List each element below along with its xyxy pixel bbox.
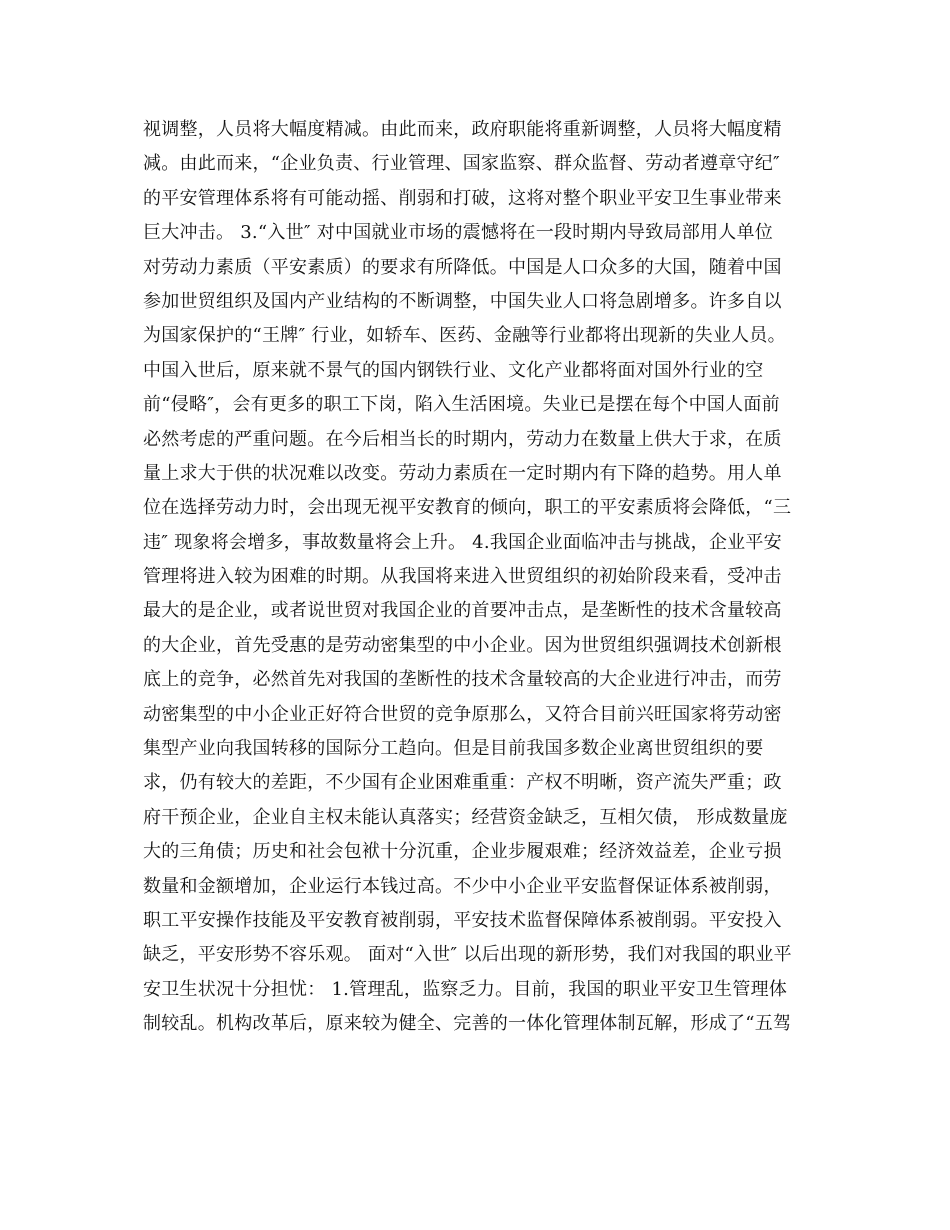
text-line: 求，仍有较大的差距，不少国有企业困难重重：产权不明晰，资产流失严重；政 bbox=[143, 772, 782, 794]
text-line: 缺乏，平安形势不容乐观。 面对“入世″ 以后出现的新形势，我们对我国的职业平 bbox=[143, 944, 792, 966]
text-line: 违″ 现象将会增多，事故数量将会上升。 4.我国企业面临冲击与挑战，企业平安 bbox=[143, 531, 782, 553]
text-line: 为国家保护的“王牌″ 行业，如轿车、医药、金融等行业都将出现新的失业人员。 bbox=[143, 325, 786, 347]
text-line: 位在选择劳动力时，会出现无视平安教育的倾向，职工的平安素质将会降低，“三 bbox=[143, 497, 792, 519]
text-line: 管理将进入较为困难的时期。从我国将来进入世贸组织的初始阶段来看，受冲击 bbox=[143, 566, 782, 588]
text-line: 减。由此而来，“企业负责、行业管理、国家监察、群众监督、劳动者遵章守纪″ bbox=[143, 153, 780, 175]
text-line: 的大企业，首先受惠的是劳动密集型的中小企业。因为世贸组织强调技术创新根 bbox=[143, 634, 782, 656]
text-line: 前“侵略″，会有更多的职工下岗，陷入生活困境。失业已是摆在每个中国人面前 bbox=[143, 394, 780, 416]
text-line: 制较乱。机构改革后，原来较为健全、完善的一体化管理体制瓦解，形成了“五驾 bbox=[143, 1013, 792, 1035]
text-line: 巨大冲击。 3.“入世″ 对中国就业市场的震憾将在一段时期内导致局部用人单位 bbox=[143, 222, 774, 244]
text-line: 量上求大于供的状况难以改变。劳动力素质在一定时期内有下降的趋势。用人单 bbox=[143, 462, 782, 484]
text-line: 动密集型的中小企业正好符合世贸的竞争原那么，又符合目前兴旺国家将劳动密 bbox=[143, 703, 782, 725]
text-line: 职工平安操作技能及平安教育被削弱，平安技术监督保障体系被削弱。平安投入 bbox=[143, 909, 782, 931]
text-line: 数量和金额增加，企业运行本钱过高。不少中小企业平安监督保证体系被削弱， bbox=[143, 875, 782, 897]
text-line: 底上的竞争，必然首先对我国的垄断性的技术含量较高的大企业进行冲击，而劳 bbox=[143, 669, 782, 691]
text-line: 的平安管理体系将有可能动摇、削弱和打破，这将对整个职业平安卫生事业带来 bbox=[143, 187, 782, 209]
text-line: 对劳动力素质（平安素质）的要求有所降低。中国是人口众多的大国，随着中国 bbox=[143, 256, 782, 278]
body-text bbox=[143, 113, 813, 1042]
text-line: 中国入世后，原来就不景气的国内钢铁行业、文化产业都将面对国外行业的空 bbox=[143, 359, 764, 381]
text-line: 安卫生状况十分担忧： 1.管理乱，监察乏力。目前，我国的职业平安卫生管理体 bbox=[143, 978, 788, 1000]
text-line: 参加世贸组织及国内产业结构的不断调整，中国失业人口将急剧增多。许多自以 bbox=[143, 290, 782, 312]
text-line: 视调整，人员将大幅度精减。由此而来，政府职能将重新调整，人员将大幅度精 bbox=[143, 119, 782, 140]
text-line: 最大的是企业，或者说世贸对我国企业的首要冲击点，是垄断性的技术含量较高 bbox=[143, 600, 782, 622]
text-line: 集型产业向我国转移的国际分工趋向。但是目前我国多数企业离世贸组织的要 bbox=[143, 738, 764, 760]
text-line: 必然考虑的严重问题。在今后相当长的时期内，劳动力在数量上供大于求，在质 bbox=[143, 428, 782, 450]
text-line: 府干预企业，企业自主权未能认真落实；经营资金缺乏，互相欠债， 形成数量庞 bbox=[143, 806, 788, 828]
text-line: 大的三角债；历史和社会包袱十分沉重，企业步履艰难；经济效益差，企业亏损 bbox=[143, 841, 782, 863]
